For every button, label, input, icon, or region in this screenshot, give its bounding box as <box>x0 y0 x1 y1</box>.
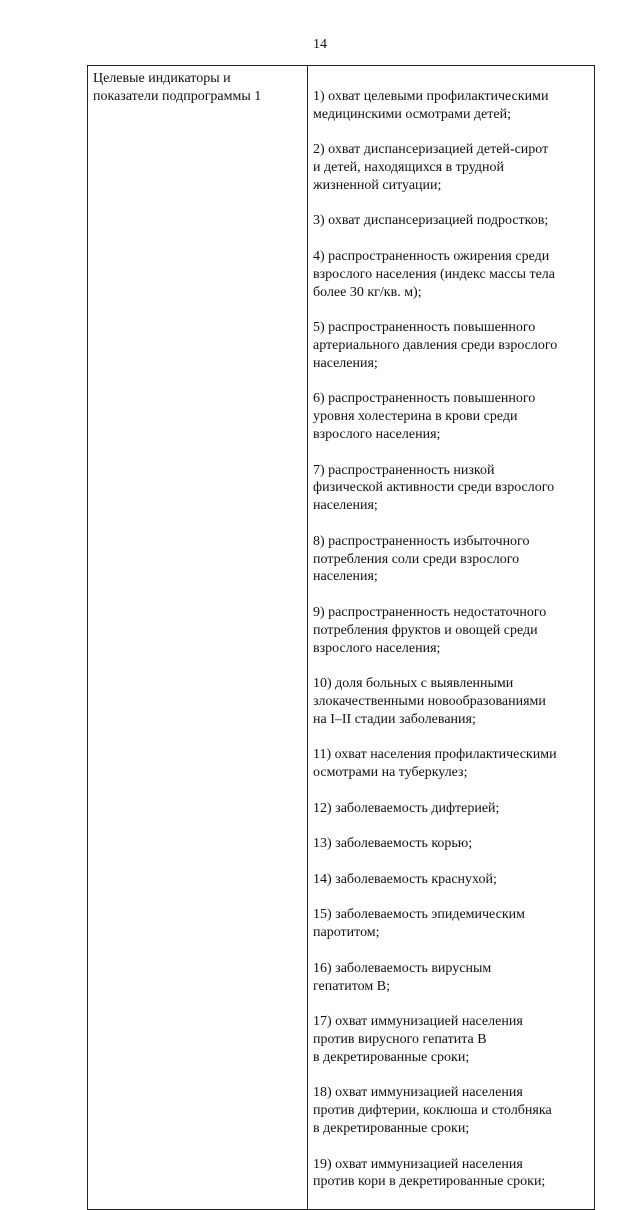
indicator-item: 7) распространенность низкой физической активности среди взрослого населения; <box>313 462 555 514</box>
indicator-item: 19) охват иммунизацией населения против кори в декретированные сроки; <box>313 1156 546 1190</box>
indicator-item: 10) доля больных с выявленными злокачественными новообразованиями на I–II стадии заболевания; <box>313 676 546 727</box>
indicator-item: 13) заболеваемость корью; <box>313 836 473 852</box>
indicators-table <box>87 65 595 1210</box>
indicator-item: 4) распространенность ожирения среди взрослого населения (индекс массы тела более 30 кг/кв. м); <box>313 248 556 300</box>
indicator-item: 5) распространенность повышенного артериального давления среди взрослого населения; <box>313 320 558 371</box>
indicator-item: 14) заболеваемость краснухой; <box>313 871 497 887</box>
indicator-item: 15) заболеваемость эпидемическим паротитом; <box>313 907 525 941</box>
indicator-item: 9) распространенность недостаточного потребления фруктов и овощей среди взрослого населения; <box>313 604 547 656</box>
indicators-list-cell <box>308 66 595 1210</box>
indicator-item: 16) заболеваемость вирусным гепатитом В; <box>313 960 492 994</box>
indicator-item: 1) охват целевыми профилактическими медицинскими осмотрами детей; <box>313 88 549 122</box>
page-number: 14 <box>313 37 327 52</box>
indicators-label-cell <box>88 66 308 1210</box>
indicator-item: 12) заболеваемость дифтерией; <box>313 800 500 816</box>
indicator-item: 6) распространенность повышенного уровня холестерина в крови среди взрослого населения; <box>313 391 536 442</box>
indicator-item: 3) охват диспансеризацией подростков; <box>313 213 549 229</box>
indicators-label: Целевые индикаторы и показатели подпрограммы 1 <box>93 71 262 104</box>
indicator-item: 18) охват иммунизацией населения против дифтерии, коклюша и столбняка в декретированные сроки; <box>313 1085 552 1137</box>
indicator-item: 2) охват диспансеризацией детей-сирот и детей, находящихся в трудной жизненной ситуации; <box>313 142 549 193</box>
indicator-item: 11) охват населения профилактическими осмотрами на туберкулез; <box>313 747 557 781</box>
indicator-item: 17) охват иммунизацией населения против вирусного гепатита В в декретированные сроки; <box>313 1014 523 1065</box>
indicator-item: 8) распространенность избыточного потребления соли среди взрослого населения; <box>313 533 530 585</box>
table-row <box>88 66 595 1210</box>
indicator-list <box>313 70 589 1209</box>
